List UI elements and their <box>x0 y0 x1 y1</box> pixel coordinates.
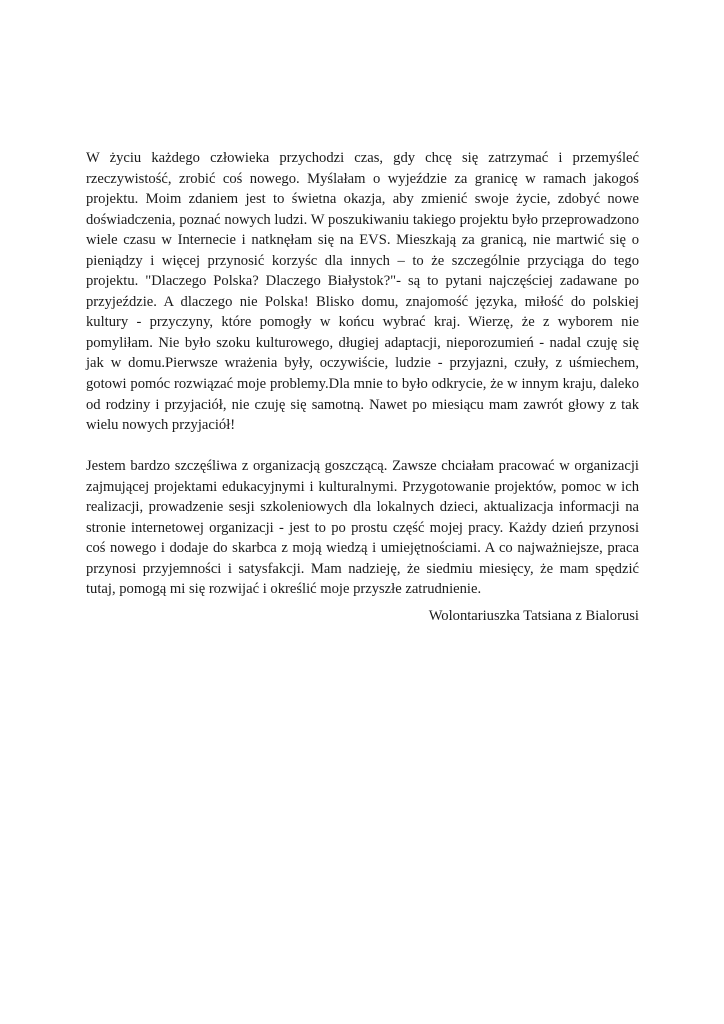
paragraph-2: Jestem bardzo szczęśliwa z organizacją goszczącą. Zawsze chciałam pracować w organizacji zajmującej projektami edukacyjnymi i kulturalnymi. Przygotowanie projektów, pomoc w ich realizacji, prowadzenie sesji szkoleniowych dla lokalnych dzieci, aktualizacja informacji na stronie internetowej organizacji - jest to po prostu część mojej pracy. Każdy dzień przynosi coś nowego i dodaje do skarbca z moją wiedzą i umiejętnościami. A co najważniejsze, praca przynosi przyjemności i satysfakcji. Mam nadzieję, że siedmiu miesięcy, że mam spędzić tutaj, pomogą mi się rozwijać i określić moje przyszłe zatrudnienie. <box>86 458 639 598</box>
document-body <box>86 148 639 627</box>
signature: Wolontariuszka Tatsiana z Bialorusi <box>428 607 639 624</box>
paragraph-1: W życiu każdego człowieka przychodzi czas, gdy chcę się zatrzymać i przemyśleć rzeczywistość, zrobić coś nowego. Myślałam o wyjeździe za granicę w ramach jakogoś projektu. Moim zdaniem jest to świetna okazja, aby zmienić swoje życie, zdobyć nowe doświadczenia, poznać nowych ludzi. W poszukiwaniu takiego projektu było przeprowadzono wiele czasu w Internecie i natknęłam się na EVS. Mieszkają za granicą, nie martwić się o pieniądzy i więcej przynosić korzyśc dla innych – to że szczególnie przyciąga do tego projektu. "Dlaczego Polska? Dlaczego Białystok?"- są to pytani najczęściej zadawane po przyjeździe. A dlaczego nie Polska! Blisko domu, znajomość języka, miłość do polskiej kultury - przyczyny, które pomogły w końcu wybrać kraj. Wierzę, że z wyborem nie pomyliłam. Nie było szoku kulturowego, długiej adaptacji, nieporozumień - nadal czuję się jak w domu.Pierwsze wrażenia były, oczywiście, ludzie - przyjazni, czuły, z uśmiechem, gotowi pomóc rozwiązać moje problemy.Dla mnie to było odkrycie, że w innym kraju, daleko od rodziny i przyjaciół, nie czuję się samotną. Nawet po miesiącu mam zawrót głowy z tak wielu nowych przyjaciół! <box>86 150 639 434</box>
